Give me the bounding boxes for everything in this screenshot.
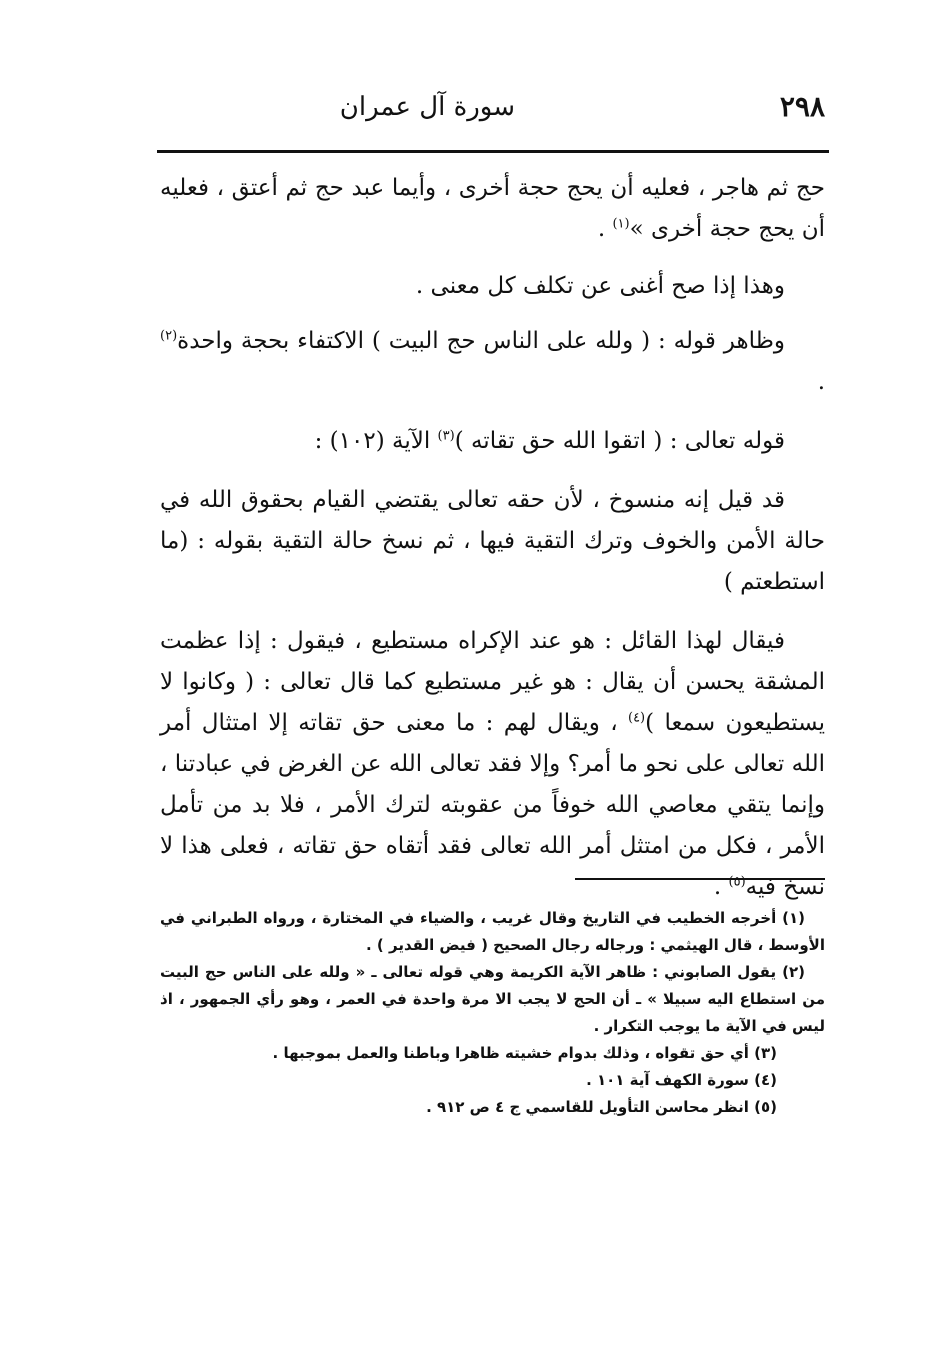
- footnote-ref-4: (٤): [627, 710, 646, 726]
- main-text: [160, 168, 825, 908]
- paragraph-6-middle: ، ويقال لهم : ما معنى حق تقاته إلا امتثال أمر الله تعالى على نحو ما أمر؟ وإلا فقد تعالى الله عن الغرض في عبادتنا ، وإنما يتقي معاصي الله خوفاً من عقوبته لترك الأمر ، فلا بد من تأمل الأمر ، فكل من امتثل أمر الله تعالى فقد أتقاه حق تقاته ، فعلى هذا لا نسخ فيه: [160, 710, 825, 900]
- paragraph-6: [160, 621, 825, 908]
- paragraph-1-end: .: [597, 216, 613, 242]
- page-header: [160, 86, 825, 136]
- footnote-ref-3: (٣): [437, 428, 455, 444]
- paragraph-6-end: .: [713, 874, 729, 900]
- footnote-2: (٢) يقول الصابوني : ظاهر الآية الكريمة وهي قوله تعالى ـ « ولله على الناس حج البيت من استطاع اليه سبيلا » ـ أن الحج لا يجب الا مرة واحدة في العمر ، وهو رأي الجمهور ، اذ ليس في الآية ما يوجب التكرار .: [160, 963, 825, 1035]
- verse-heading-text: قوله تعالى : ( اتقوا الله حق تقاته ): [454, 428, 785, 454]
- page-number: ٢٩٨: [779, 90, 825, 123]
- footnote-ref-2: (٢): [160, 328, 178, 344]
- running-title: سورة آل عمران: [339, 92, 515, 122]
- paragraph-1: [160, 168, 825, 250]
- footnote-1: (١) أخرجه الخطيب في التاريخ وقال غريب ، والضياء في المختارة ، ورواه الطبراني في الأوسط ، قال الهيثمي : ورجاله رجال الصحيح ( فيض القدير ) .: [160, 909, 825, 954]
- paragraph-5: قد قيل إنه منسوخ ، لأن حقه تعالى يقتضي القيام بحقوق الله في حالة الأمن والخوف وترك التقية فيها ، ثم نسخ حالة التقية بقوله : (ما استطعتم ): [160, 487, 825, 595]
- footnotes: [160, 905, 825, 1121]
- footnote-ref-5: (٥): [728, 874, 746, 890]
- paragraph-3: [160, 321, 825, 403]
- footnote-4: (٤) سورة الكهف آية ١٠١ .: [586, 1071, 777, 1089]
- paragraph-3-text: وظاهر قوله : ( ولله على الناس حج البيت ) الاكتفاء بحجة واحدة: [177, 328, 785, 354]
- verse-heading-end: الآية (١٠٢) :: [314, 428, 438, 454]
- paragraph-3-end: .: [817, 369, 825, 395]
- footnote-5: (٥) انظر محاسن التأويل للقاسمي ج ٤ ص ٩١٢ .: [426, 1098, 777, 1116]
- header-divider: [157, 150, 829, 153]
- paragraph-2: وهذا إذا صح أغنى عن تكلف كل معنى .: [415, 273, 785, 299]
- paragraph-6-start: فيقال لهذا القائل : هو عند الإكراه مستطيع ، فيقول : إذا عظمت المشقة يحسن أن يقال : هو غير مستطيع كما قال تعالى : ( وكانوا لا يستطيعون سمعا ): [160, 628, 825, 736]
- footnote-ref-1: (١): [612, 216, 630, 232]
- footnote-divider: [575, 878, 825, 880]
- footnote-3: (٣) أي حق تقواه ، وذلك بدوام خشيته ظاهرا وباطنا والعمل بموجبها .: [272, 1044, 777, 1062]
- verse-heading: [160, 421, 825, 462]
- paragraph-1-text: حج ثم هاجر ، فعليه أن يحج حجة أخرى ، وأيما عبد حج ثم أعتق ، فعليه أن يحج حجة أخرى »: [160, 175, 825, 242]
